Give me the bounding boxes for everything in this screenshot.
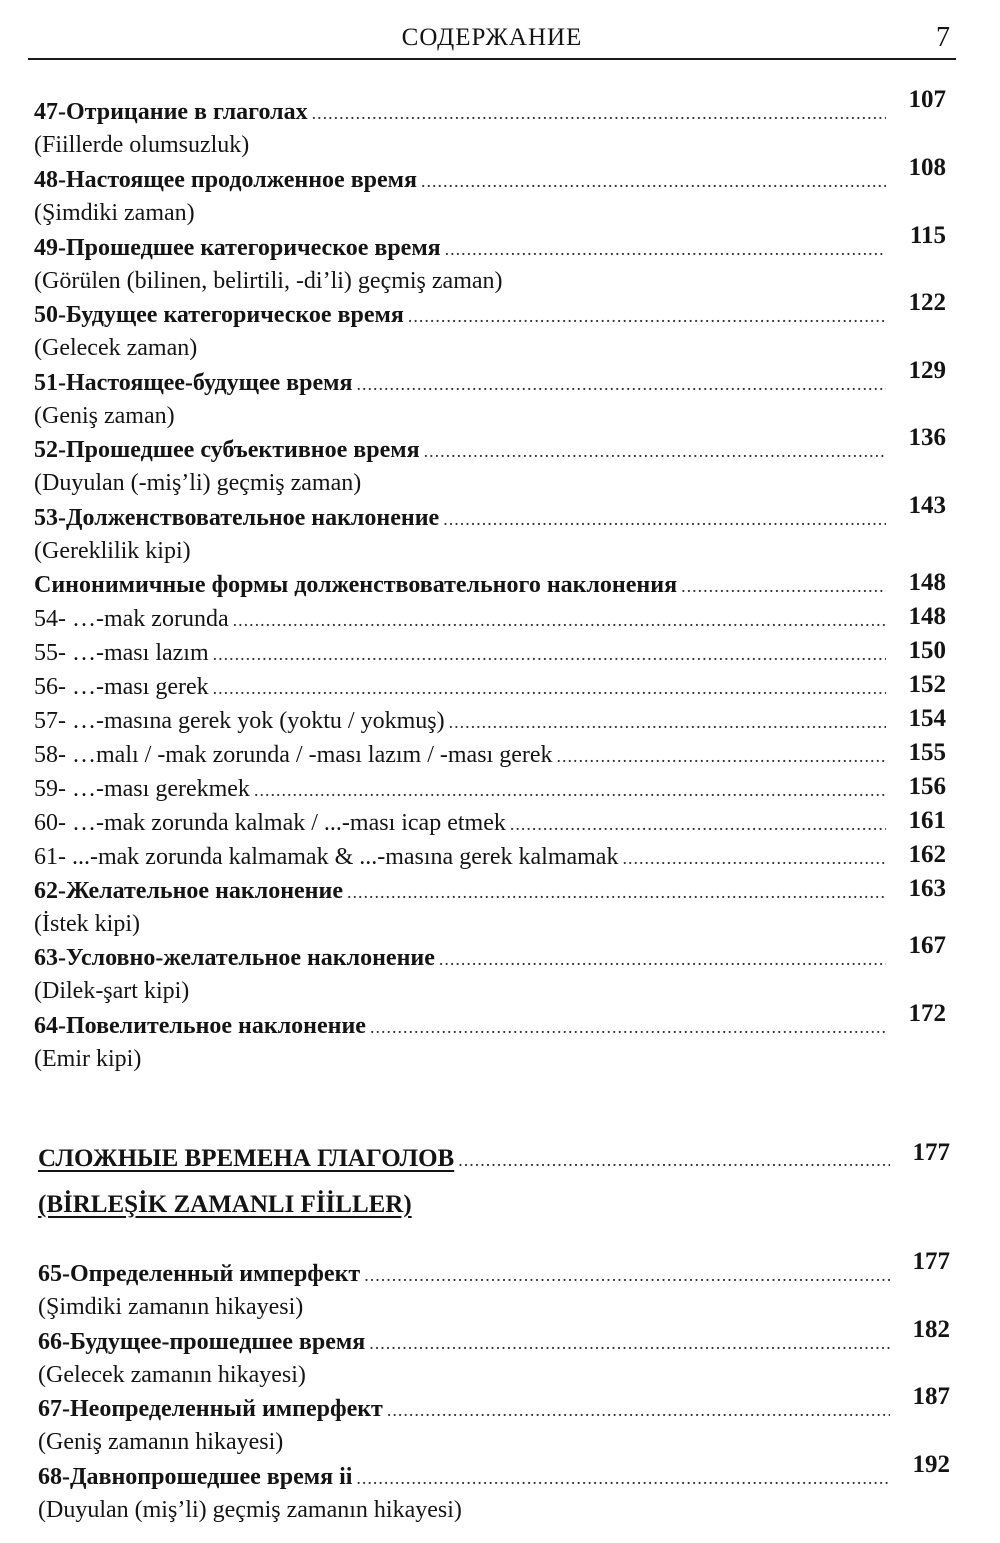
- dot-leader: [356, 1462, 890, 1494]
- toc-entry[interactable]: [34, 773, 946, 806]
- toc-entry-title: 57- …-masına gerek yok (yoktu / yokmuş): [34, 708, 445, 734]
- dot-leader: [622, 842, 886, 874]
- toc-entry[interactable]: [34, 289, 946, 364]
- toc-entry-title: Синонимичные формы долженствовательного наклонения: [34, 572, 678, 598]
- toc-entry-subtitle: (Geniş zamanın hikayesi): [38, 1429, 284, 1455]
- toc-entry-subtitle: (Geniş zaman): [34, 403, 175, 429]
- toc-entry-page: 136: [908, 424, 946, 451]
- toc-entry-page: 187: [912, 1383, 950, 1410]
- toc-entry-page: 163: [908, 875, 946, 902]
- toc-entry[interactable]: [34, 154, 946, 229]
- dot-leader: [445, 233, 886, 265]
- section-heading[interactable]: [38, 1139, 950, 1222]
- section-page: 177: [912, 1139, 950, 1166]
- dot-leader: [421, 165, 886, 197]
- dot-leader: [681, 570, 886, 602]
- toc-entry-title: 62-Желательное наклонение: [34, 878, 343, 904]
- toc-entry-page: 161: [908, 807, 946, 834]
- header-title: СОДЕРЖАНИЕ: [401, 24, 583, 51]
- toc-entry-title: 58- …malı / -mak zorunda / -ması lazım / -ması gerek: [34, 742, 553, 768]
- toc-entry[interactable]: [34, 637, 946, 670]
- toc-entry-title: 56- …-ması gerek: [34, 674, 209, 700]
- toc-entry[interactable]: [34, 875, 946, 940]
- toc-entry-subtitle: (İstek kipi): [34, 911, 140, 937]
- toc-entry[interactable]: [34, 739, 946, 772]
- toc-entry[interactable]: [34, 492, 946, 567]
- toc-entry[interactable]: [34, 1000, 946, 1075]
- toc-entry-page: 150: [908, 637, 946, 664]
- toc-entry-subtitle: (Fiillerde olumsuzluk): [34, 132, 250, 158]
- toc-entry[interactable]: [34, 671, 946, 704]
- toc-entry-page: 115: [909, 222, 946, 249]
- toc-entry-subtitle: (Gereklilik kipi): [34, 538, 191, 564]
- toc-entry-title: 49-Прошедшее категорическое время: [34, 235, 441, 261]
- toc-entry-page: 172: [908, 1000, 946, 1027]
- toc-entry[interactable]: [34, 807, 946, 840]
- toc-entry-title: 68-Давнопрошедшее время ii: [38, 1464, 353, 1490]
- toc-entry-title: 59- …-ması gerekmek: [34, 776, 250, 802]
- toc-entry[interactable]: [34, 222, 946, 297]
- dot-leader: [458, 1144, 890, 1176]
- dot-leader: [557, 740, 886, 772]
- toc-entry-title: 65-Определенный имперфект: [38, 1261, 361, 1287]
- toc-entry-page: 177: [912, 1248, 950, 1275]
- toc-entry[interactable]: [34, 86, 946, 161]
- toc-entry-subtitle: (Gelecek zamanın hikayesi): [38, 1362, 306, 1388]
- toc-entry-subtitle: (Dilek-şart kipi): [34, 978, 190, 1004]
- toc-entry[interactable]: [34, 424, 946, 499]
- dot-leader: [449, 706, 886, 738]
- dot-leader: [364, 1259, 890, 1291]
- toc-entry[interactable]: [38, 1451, 950, 1526]
- toc-entry-title: 54- …-mak zorunda: [34, 606, 229, 632]
- toc-entry-subtitle: (Duyulan (miş’li) geçmiş zamanın hikayesi): [38, 1497, 462, 1523]
- toc-entry-subtitle: (Şimdiki zamanın hikayesi): [38, 1294, 304, 1320]
- toc-entry[interactable]: [38, 1248, 950, 1323]
- toc-entry-subtitle: (Emir kipi): [34, 1046, 142, 1072]
- toc-entry-page: 148: [908, 603, 946, 630]
- dot-leader: [387, 1394, 890, 1426]
- toc-entry-page: 192: [912, 1451, 950, 1478]
- toc-entry-title: 63-Условно-желательное наклонение: [34, 945, 435, 971]
- dot-leader: [424, 435, 886, 467]
- toc-entry[interactable]: [34, 932, 946, 1007]
- toc-entry[interactable]: [34, 841, 946, 874]
- toc-entry-title: 52-Прошедшее субъективное время: [34, 437, 420, 463]
- toc-entry-page: 108: [908, 154, 946, 181]
- section-subtitle: (BİRLEŞİK ZAMANLI FİİLLER): [38, 1191, 412, 1218]
- toc-entry-subtitle: (Gelecek zaman): [34, 335, 198, 361]
- toc-entry[interactable]: [34, 357, 946, 432]
- dot-leader: [370, 1011, 886, 1043]
- dot-leader: [254, 774, 886, 806]
- toc-entry-title: 48-Настоящее продолженное время: [34, 167, 417, 193]
- dot-leader: [369, 1327, 890, 1359]
- toc-entry-title: 67-Неопределенный имперфект: [38, 1396, 383, 1422]
- toc-entry-page: 156: [908, 773, 946, 800]
- dot-leader: [347, 876, 886, 908]
- dot-leader: [312, 97, 886, 129]
- section-title: СЛОЖНЫЕ ВРЕМЕНА ГЛАГОЛОВ: [38, 1145, 455, 1172]
- toc-entry[interactable]: [38, 1383, 950, 1458]
- toc-entry-page: 107: [908, 86, 946, 113]
- dot-leader: [408, 300, 886, 332]
- toc-entry-subtitle: (Duyulan (-miş’li) geçmiş zaman): [34, 470, 362, 496]
- toc-entry-title: 61- ...-mak zorunda kalmamak & ...-masına gerek kalmamak: [34, 844, 619, 870]
- toc-entry-page: 155: [908, 739, 946, 766]
- toc-entry[interactable]: [34, 705, 946, 738]
- toc-entry-subtitle: (Şimdiki zaman): [34, 200, 195, 226]
- dot-leader: [213, 672, 886, 704]
- toc-entry-title: 53-Долженствовательное наклонение: [34, 505, 440, 531]
- toc-entry-page: 182: [912, 1316, 950, 1343]
- toc-entry-title: 51-Настоящее-будущее время: [34, 370, 353, 396]
- toc-entry-page: 154: [908, 705, 946, 732]
- dot-leader: [233, 604, 886, 636]
- toc-entry-title: 60- …-mak zorunda kalmak / ...-ması icap etmek: [34, 810, 506, 836]
- toc-entry-page: 143: [908, 492, 946, 519]
- toc-entry-page: 148: [908, 569, 946, 596]
- toc-entry[interactable]: [38, 1316, 950, 1391]
- dot-leader: [356, 368, 886, 400]
- toc-entry-title: 64-Повелительное наклонение: [34, 1013, 366, 1039]
- dot-leader: [443, 503, 886, 535]
- toc-entry-page: 162: [908, 841, 946, 868]
- toc-entry-title: 50-Будущее категорическое время: [34, 302, 404, 328]
- toc-entry-title: 47-Отрицание в глаголах: [34, 99, 308, 125]
- toc-entry[interactable]: [34, 569, 946, 602]
- dot-leader: [439, 943, 886, 975]
- toc-entry-title: 55- …-ması lazım: [34, 640, 209, 666]
- dot-leader: [510, 808, 886, 840]
- toc-entry-page: 122: [908, 289, 946, 316]
- toc-entry-page: 152: [908, 671, 946, 698]
- toc-entry-page: 129: [908, 357, 946, 384]
- toc-entry-subtitle: (Görülen (bilinen, belirtili, -di’li) geçmiş zaman): [34, 268, 503, 294]
- toc-entry-title: 66-Будущее-прошедшее время: [38, 1329, 366, 1355]
- dot-leader: [213, 638, 886, 670]
- toc-entry-page: 167: [908, 932, 946, 959]
- toc-entry[interactable]: [34, 603, 946, 636]
- page-number: 7: [936, 22, 950, 53]
